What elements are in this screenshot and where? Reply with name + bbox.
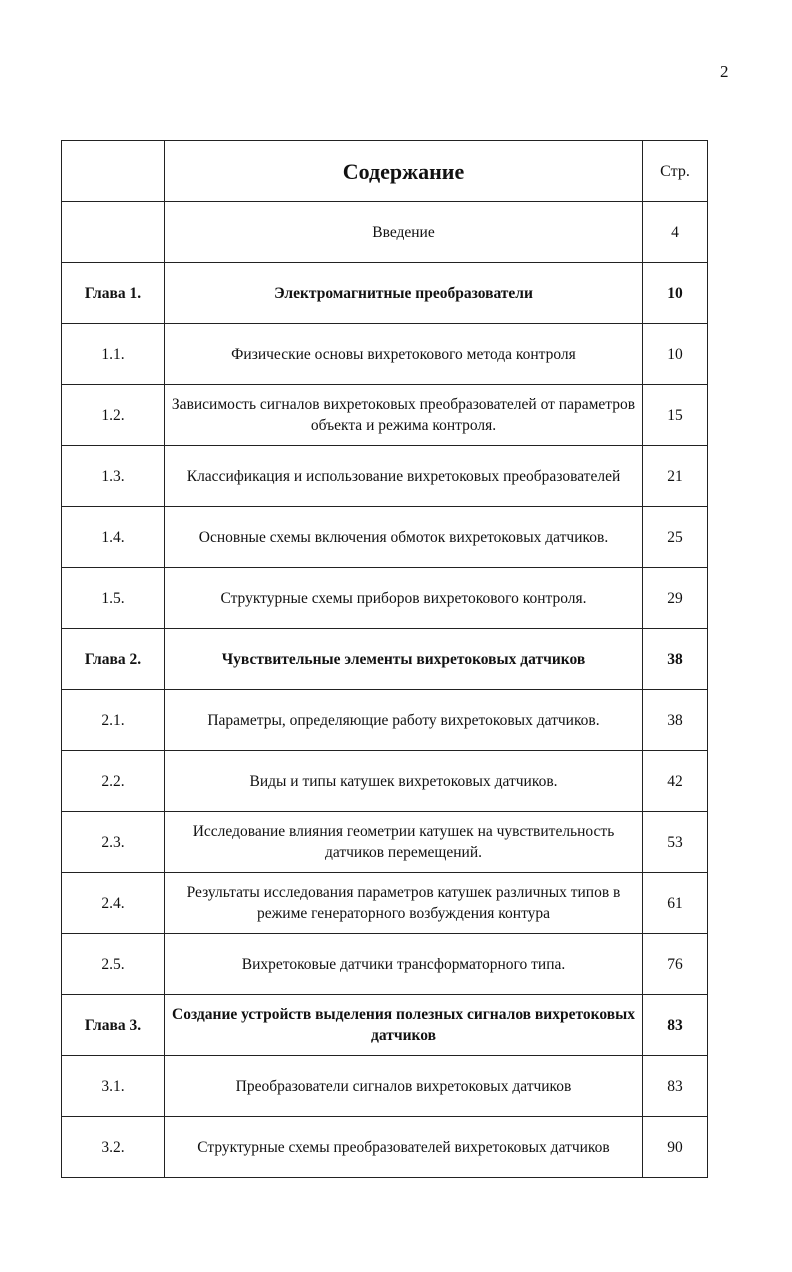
toc-row [62,385,708,446]
toc-entry-number: 2.5. [62,934,165,995]
toc-entry-number: 2.4. [62,873,165,934]
toc-row [62,324,708,385]
toc-entry-title: Введение [165,202,643,263]
table-of-contents [61,140,708,1178]
toc-row [62,873,708,934]
toc-row [62,934,708,995]
toc-entry-number: 3.1. [62,1056,165,1117]
toc-entry-title: Структурные схемы приборов вихретокового контроля. [165,568,643,629]
toc-entry-page: 61 [643,873,708,934]
toc-title: Содержание [165,141,643,202]
toc-entry-title: Основные схемы включения обмоток вихретоковых датчиков. [165,507,643,568]
toc-entry-title: Виды и типы катушек вихретоковых датчиков. [165,751,643,812]
toc-entry-title: Электромагнитные преобразователи [165,263,643,324]
toc-entry-title: Параметры, определяющие работу вихретоковых датчиков. [165,690,643,751]
toc-chapter-row [62,995,708,1056]
toc-row [62,507,708,568]
toc-entry-page: 90 [643,1117,708,1178]
toc-entry-number: 2.2. [62,751,165,812]
toc-entry-number [62,202,165,263]
toc-entry-page: 15 [643,385,708,446]
toc-entry-title: Классификация и использование вихретоковых преобразователей [165,446,643,507]
toc-entry-page: 29 [643,568,708,629]
toc-entry-page: 10 [643,324,708,385]
toc-entry-number: 1.1. [62,324,165,385]
toc-row [62,751,708,812]
toc-entry-title: Результаты исследования параметров катушек различных типов в режиме генераторного возбуждения контура [165,873,643,934]
toc-entry-number: Глава 3. [62,995,165,1056]
toc-entry-page: 21 [643,446,708,507]
toc-entry-page: 42 [643,751,708,812]
toc-entry-page: 83 [643,1056,708,1117]
toc-entry-page: 38 [643,690,708,751]
toc-entry-number: 2.3. [62,812,165,873]
toc-entry-page: 25 [643,507,708,568]
toc-entry-number: Глава 2. [62,629,165,690]
toc-entry-number: Глава 1. [62,263,165,324]
toc-entry-page: 10 [643,263,708,324]
toc-entry-title: Зависимость сигналов вихретоковых преобразователей от параметров объекта и режима контроля. [165,385,643,446]
page-number: 2 [720,62,729,81]
toc-row [62,202,708,263]
toc-row [62,568,708,629]
toc-entry-page: 76 [643,934,708,995]
toc-entry-title: Вихретоковые датчики трансформаторного типа. [165,934,643,995]
toc-row [62,812,708,873]
page-column-label: Стр. [643,141,708,202]
toc-entry-title: Физические основы вихретокового метода контроля [165,324,643,385]
toc-entry-number: 1.5. [62,568,165,629]
toc-chapter-row [62,629,708,690]
toc-entry-number: 1.4. [62,507,165,568]
toc-row [62,690,708,751]
toc-entry-page: 83 [643,995,708,1056]
toc-entry-number: 2.1. [62,690,165,751]
toc-entry-page: 53 [643,812,708,873]
toc-entry-title: Структурные схемы преобразователей вихретоковых датчиков [165,1117,643,1178]
toc-body [62,141,708,1178]
toc-entry-title: Преобразователи сигналов вихретоковых датчиков [165,1056,643,1117]
toc-row [62,1117,708,1178]
header-num-cell [62,141,165,202]
toc-entry-page: 4 [643,202,708,263]
toc-row [62,446,708,507]
toc-entry-title: Создание устройств выделения полезных сигналов вихретоковых датчиков [165,995,643,1056]
toc-row [62,1056,708,1117]
toc-entry-number: 3.2. [62,1117,165,1178]
toc-entry-title: Исследование влияния геометрии катушек на чувствительность датчиков перемещений. [165,812,643,873]
toc-entry-number: 1.2. [62,385,165,446]
toc-entry-number: 1.3. [62,446,165,507]
toc-chapter-row [62,263,708,324]
toc-entry-title: Чувствительные элементы вихретоковых датчиков [165,629,643,690]
toc-entry-page: 38 [643,629,708,690]
toc-header-row [62,141,708,202]
